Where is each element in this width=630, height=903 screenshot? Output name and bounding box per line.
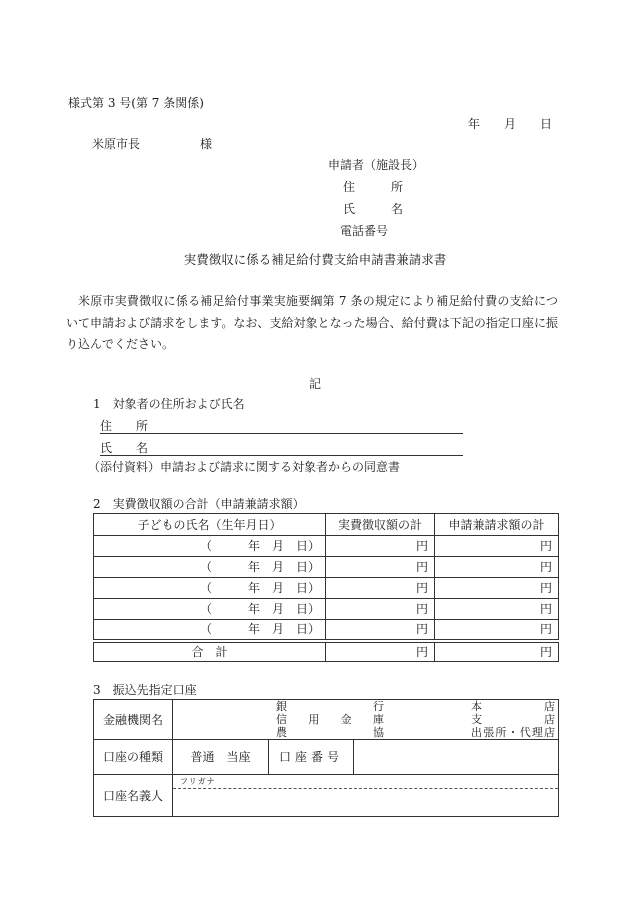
attachment-note: （添付資料）申請および請求に関する対象者からの同意書 bbox=[88, 460, 401, 474]
child-name-cell: （ 年 月 日） bbox=[94, 536, 326, 557]
child-name-cell: （ 年 月 日） bbox=[94, 599, 326, 620]
account-type-label: 口座の種類 bbox=[94, 740, 173, 775]
fee-amount-cell: 円 bbox=[326, 536, 435, 557]
target-address-field bbox=[100, 419, 463, 434]
header-child-name: 子どもの氏名（生年月日） bbox=[94, 514, 326, 536]
account-holder-field bbox=[173, 775, 559, 817]
bank-type-nokyo: 農協 bbox=[276, 726, 384, 739]
bank-type-options bbox=[276, 700, 384, 739]
branch-type-honten: 本店 bbox=[471, 700, 556, 713]
target-address-label: 住 所 bbox=[100, 419, 149, 433]
child-name-cell: （ 年 月 日） bbox=[94, 578, 326, 599]
addressee-line bbox=[92, 137, 392, 151]
table-row bbox=[94, 578, 559, 599]
child-name-cell: （ 年 月 日） bbox=[94, 620, 326, 641]
body-paragraph: 米原市実費徴収に係る補足給付事業実施要綱第 7 条の規定により補足給付費の支給について申請および請求をします。なお、支給対象となった場合、給付費は下記の指定口座に振り込んでください。 bbox=[66, 294, 558, 351]
account-holder-label: 口座名義人 bbox=[94, 775, 173, 817]
addressee: 米原市長 bbox=[92, 137, 141, 151]
bank-name-row bbox=[94, 700, 559, 740]
claim-amount-cell: 円 bbox=[435, 557, 559, 578]
bank-type-shinkin: 信用金庫 bbox=[276, 713, 384, 726]
fee-total-cell: 円 bbox=[326, 641, 435, 662]
section2-heading: 2 実費徴収額の合計（申請兼請求額） bbox=[93, 497, 305, 511]
target-name-field bbox=[100, 441, 463, 456]
bank-type-bank: 銀行 bbox=[276, 700, 384, 713]
holder-name-space bbox=[173, 789, 558, 816]
table-header-row bbox=[94, 514, 559, 536]
claim-amount-cell: 円 bbox=[435, 599, 559, 620]
bank-account-table bbox=[93, 699, 559, 817]
section3-heading: 3 振込先指定口座 bbox=[93, 683, 197, 697]
applicant-name-label: 氏 名 bbox=[343, 202, 404, 216]
header-claim-total: 申請兼請求額の計 bbox=[435, 514, 559, 536]
section1-heading: 1 対象者の住所および氏名 bbox=[93, 397, 245, 411]
fee-amount-cell: 円 bbox=[326, 557, 435, 578]
account-number-label: 口座番号 bbox=[269, 740, 354, 775]
furigana-label: フリガナ bbox=[173, 775, 558, 789]
child-name-cell: （ 年 月 日） bbox=[94, 557, 326, 578]
total-row bbox=[94, 641, 559, 662]
fee-amount-cell: 円 bbox=[326, 599, 435, 620]
fee-amount-cell: 円 bbox=[326, 578, 435, 599]
fee-total-table bbox=[93, 513, 559, 662]
applicant-phone-label: 電話番号 bbox=[340, 224, 389, 238]
applicant-address-label: 住 所 bbox=[343, 180, 404, 194]
table-row bbox=[94, 557, 559, 578]
branch-type-other: 出張所・代理店 bbox=[471, 726, 556, 739]
claim-amount-cell: 円 bbox=[435, 536, 559, 557]
bank-options bbox=[173, 700, 558, 739]
account-type-options: 普通 当座 bbox=[173, 740, 269, 775]
header-fee-total: 実費徴収額の計 bbox=[326, 514, 435, 536]
bank-name-label: 金融機関名 bbox=[94, 700, 173, 740]
form-code: 様式第 3 号(第 7 条関係) bbox=[68, 96, 204, 110]
account-type-row bbox=[94, 740, 559, 775]
bank-name-field bbox=[173, 700, 559, 740]
document-title: 実費徴収に係る補足給付費支給申請書兼請求書 bbox=[183, 252, 447, 267]
table-row bbox=[94, 620, 559, 641]
account-holder-row bbox=[94, 775, 559, 817]
table-row bbox=[94, 599, 559, 620]
branch-type-options bbox=[471, 700, 555, 739]
target-name-label: 氏 名 bbox=[100, 441, 149, 455]
claim-amount-cell: 円 bbox=[435, 620, 559, 641]
date-line: 年 月 日 bbox=[468, 117, 553, 131]
claim-total-cell: 円 bbox=[435, 641, 559, 662]
record-mark: 記 bbox=[308, 377, 321, 391]
applicant-label: 申請者（施設長） bbox=[328, 158, 425, 172]
account-number-field bbox=[354, 740, 559, 775]
total-label: 合 計 bbox=[94, 641, 326, 662]
fee-amount-cell: 円 bbox=[326, 620, 435, 641]
table-row bbox=[94, 536, 559, 557]
claim-amount-cell: 円 bbox=[435, 578, 559, 599]
branch-type-shiten: 支店 bbox=[471, 713, 556, 726]
honorific: 様 bbox=[200, 137, 213, 151]
